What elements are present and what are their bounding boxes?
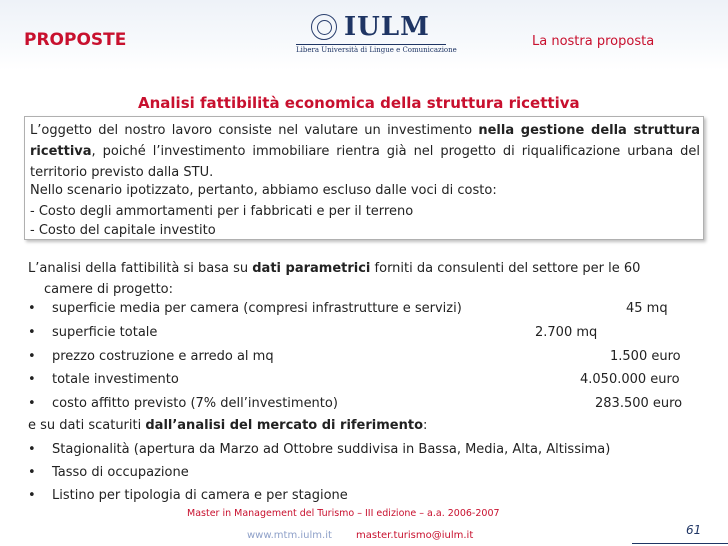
university-logo: [296, 12, 457, 56]
param-row: [28, 349, 708, 371]
bullet-icon: •: [28, 325, 36, 340]
market-text-a: e su dati scaturiti: [28, 418, 146, 433]
bullet-icon: •: [28, 396, 36, 411]
section-heading: Analisi fattibilità economica della struttura ricettiva: [138, 94, 580, 112]
param-value: 283.500 euro: [595, 396, 683, 411]
intro-text-bold: nella gestione della struttura ricettiva: [30, 123, 700, 159]
market-item-label: Listino per tipologia di camera e per stagione: [52, 488, 348, 503]
market-item-label: Stagionalità (apertura da Marzo ad Ottobre suddivisa in Bassa, Media, Alta, Altissima): [52, 442, 611, 457]
footer-master: Master in Management del Turismo – III edizione – a.a. 2006-2007: [187, 508, 500, 519]
logo-name: IULM: [344, 12, 430, 42]
market-text-c: :: [423, 418, 428, 433]
market-item-label: Tasso di occupazione: [52, 465, 189, 480]
analysis-paragraph: [28, 258, 708, 300]
bullet-icon: •: [28, 442, 36, 457]
bullet-icon: •: [28, 372, 36, 387]
market-intro: [28, 418, 427, 433]
param-label: totale investimento: [52, 372, 179, 387]
param-value: 1.500 euro: [610, 349, 681, 364]
bullet-icon: •: [28, 488, 36, 503]
market-item: [28, 488, 708, 510]
bullet-icon: •: [28, 301, 36, 316]
intro-text-c: , poiché l’investimento immobiliare rientra già nel progetto di riqualificazione urbana del territorio previsto dalla STU.: [30, 144, 700, 180]
analysis-text-d: camere di progetto:: [44, 282, 174, 297]
footer-divider: [632, 543, 728, 544]
seal-icon: [311, 14, 337, 40]
param-label: costo affitto previsto (7% dell’investimento): [52, 396, 338, 411]
footer-email-link[interactable]: master.turismo@iulm.it: [356, 530, 474, 541]
intro-line-scenario: Nello scenario ipotizzato, pertanto, abbiamo escluso dalle voci di costo:: [30, 183, 497, 198]
intro-line-capitale: - Costo del capitale investito: [30, 223, 216, 238]
logo-subtitle: Libera Università di Lingue e Comunicazione: [296, 46, 457, 54]
market-item: [28, 442, 708, 464]
param-value: 4.050.000 euro: [580, 372, 680, 387]
intro-text-a: L’oggetto del nostro lavoro consiste nel valutare un investimento: [30, 123, 479, 138]
intro-paragraph: [30, 120, 700, 183]
param-row: [28, 396, 708, 418]
analysis-text-bold: dati parametrici: [252, 261, 371, 276]
param-row: [28, 325, 708, 347]
param-value: 45 mq: [626, 301, 668, 316]
bullet-icon: •: [28, 465, 36, 480]
analysis-text-a: L’analisi della fattibilità si basa su: [28, 261, 253, 276]
param-label: superficie totale: [52, 325, 158, 340]
param-label: superficie media per camera (compresi infrastrutture e servizi): [52, 301, 462, 316]
intro-line-ammortamenti: - Costo degli ammortamenti per i fabbricati e per il terreno: [30, 204, 414, 219]
analysis-text-c: forniti da consulenti del settore per le 60: [370, 261, 641, 276]
slide-subtitle: La nostra proposta: [532, 34, 655, 49]
param-value: 2.700 mq: [535, 325, 598, 340]
market-text-bold: dall’analisi del mercato di riferimento: [145, 418, 424, 433]
page-number: 61: [686, 523, 702, 537]
footer-website-link[interactable]: www.mtm.iulm.it: [247, 530, 332, 541]
market-item: [28, 465, 708, 487]
bullet-icon: •: [28, 349, 36, 364]
param-row: [28, 301, 708, 323]
slide-title: PROPOSTE: [24, 30, 127, 50]
param-label: prezzo costruzione e arredo al mq: [52, 349, 274, 364]
param-row: [28, 372, 708, 394]
